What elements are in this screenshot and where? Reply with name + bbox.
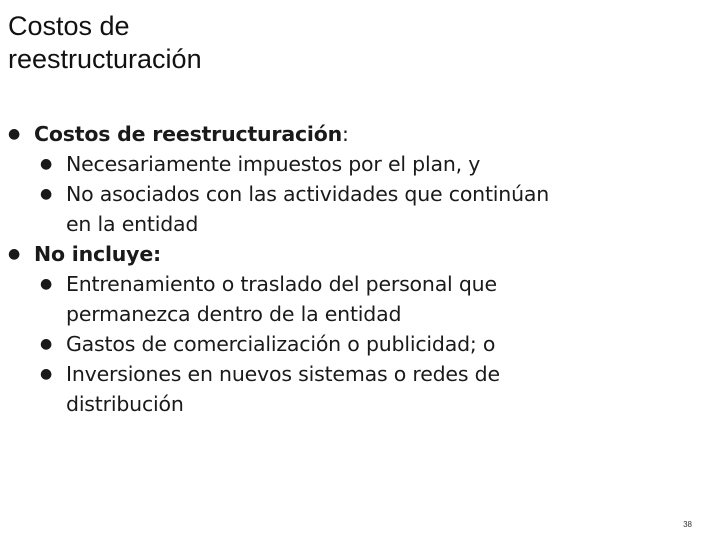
sub-bullet [8, 359, 708, 419]
bullet-dot-icon: ● [8, 246, 21, 262]
bullet-dot-icon: ● [40, 156, 53, 172]
bullet-dot-icon: ● [40, 336, 53, 352]
bullet-dot-icon: ● [40, 366, 53, 382]
sub-bullet-text: Entrenamiento o traslado del personal que [66, 272, 497, 296]
sub-bullet-text: No asociados con las actividades que continúan [66, 182, 550, 206]
sub-bullet-text-continued: distribución [66, 392, 184, 416]
sub-bullet [8, 179, 708, 239]
bullet-not-included [8, 239, 708, 269]
slide-title [8, 10, 202, 76]
sub-bullet-text-continued: en la entidad [66, 212, 199, 236]
page-number: 38 [683, 520, 692, 529]
bullet-restructuring-costs [8, 119, 708, 149]
bullet-dot-icon: ● [40, 276, 53, 292]
slide-title-line-1: Costos de [8, 11, 130, 41]
sub-bullet [8, 329, 708, 359]
bullet-label: No incluye: [34, 242, 162, 266]
sub-bullet [8, 149, 708, 179]
sub-bullet-text: Necesariamente impuestos por el plan, y [66, 152, 481, 176]
bullet-dot-icon: ● [40, 186, 53, 202]
bullet-label: Costos de reestructuración [34, 122, 343, 146]
sub-bullet-text: Inversiones en nuevos sistemas o redes de [66, 362, 500, 386]
sub-bullet-text-continued: permanezca dentro de la entidad [66, 302, 402, 326]
sub-bullet [8, 269, 708, 329]
bullet-list [8, 119, 708, 419]
bullet-suffix: : [342, 122, 349, 146]
sub-bullet-text: Gastos de comercialización o publicidad; o [66, 332, 496, 356]
slide-title-line-2: reestructuración [8, 44, 202, 74]
bullet-dot-icon: ● [8, 126, 21, 142]
